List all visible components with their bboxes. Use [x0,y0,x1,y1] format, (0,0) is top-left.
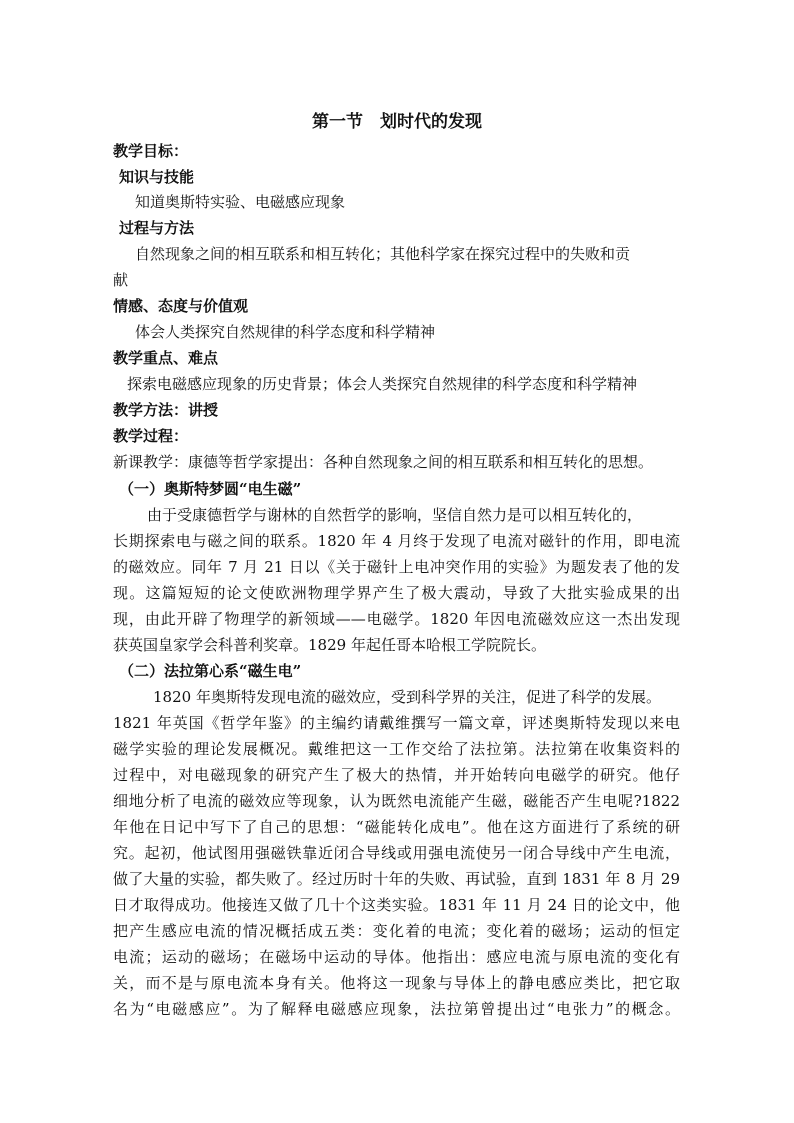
goals-label: 教学目标： [113,142,189,160]
key-points-label: 教学重点、难点 [113,349,219,367]
section-2-line: 磁学实验的理论发展概况。戴维把这一工作交给了法拉第。法拉第在收集资料的 [113,740,680,758]
key-points-text: 探索电磁感应现象的历史背景；体会人类探究自然规律的科学态度和科学精神 [127,375,638,393]
section-2-line: 过程中，对电磁现象的研究产生了极大的热情，并开始转向电磁学的研究。他仔 [113,766,680,784]
section-2-heading: （二）法拉第心系“磁生电” [119,662,302,680]
section-1-heading: （一）奥斯特梦圆“电生磁” [119,480,302,498]
procedure-label: 教学过程： [113,427,189,445]
section-1-line: 长期探索电与磁之间的联系。1820 年 4 月终于发现了电流对磁针的作用，即电流 [113,532,680,550]
section-2-line: 名为“电磁感应”。为了解释电磁感应现象，法拉第曾提出过“电张力”的概念。 [113,1000,680,1018]
emotion-text: 体会人类探究自然规律的科学态度和科学精神 [135,323,436,341]
section-2-line: 1821 年英国《哲学年鉴》的主编约请戴维撰写一篇文章，评述奥斯特发现以来电 [113,714,680,732]
process-label: 过程与方法 [119,219,195,237]
section-2-line: 电流；运动的磁场；在磁场中运动的导体。他指出：感应电流与原电流的变化有 [113,948,680,966]
section-1-line: 的磁效应。同年 7 月 21 日以《关于磁针上电冲突作用的实验》为题发表了他的发 [113,558,680,576]
process-text-line-2: 献 [113,271,129,289]
process-text-line-1: 自然现象之间的相互联系和相互转化；其他科学家在探究过程中的失败和贡 [135,245,631,263]
section-1-line: 现。这篇短短的论文使欧洲物理学界产生了极大震动，导致了大批实验成果的出 [113,584,680,602]
section-2-line: 日才取得成功。他接连又做了几十个这类实验。1831 年 11 月 24 日的论文中，他 [113,896,680,914]
section-2-line: 细地分析了电流的磁效应等现象，认为既然电流能产生磁，磁能否产生电呢?1822 [113,792,680,810]
section-2-line: 究。起初，他试图用强磁铁靠近闭合导线或用强电流使另一闭合导线中产生电流， [113,844,680,862]
section-2-line: 年他在日记中写下了自己的思想：“磁能转化成电”。他在这方面进行了系统的研 [113,818,680,836]
section-2-line: 把产生感应电流的情况概括成五类：变化着的电流；变化着的磁场；运动的恒定 [113,922,680,940]
section-2-line: 关，而不是与原电流本身有关。他将这一现象与导体上的静电感应类比，把它取 [113,974,680,992]
section-2-line: 做了大量的实验，都失败了。经过历时十年的失败、再试验，直到 1831 年 8 月 29 [113,870,680,888]
section-1-line: 获英国皇家学会科普利奖章。1829 年起任哥本哈根工学院院长。 [113,636,546,654]
section-1-line: 现，由此开辟了物理学的新领域——电磁学。1820 年因电流磁效应这一杰出发现 [113,610,680,628]
knowledge-label: 知识与技能 [119,168,195,186]
page-title: 第一节 划时代的发现 [312,112,482,132]
method-label: 教学方法：讲授 [113,401,219,419]
intro-text: 新课教学：康德等哲学家提出：各种自然现象之间的相互联系和相互转化的思想。 [113,453,654,471]
emotion-label: 情感、态度与价值观 [113,297,249,315]
section-2-line: 1820 年奥斯特发现电流的磁效应，受到科学界的关注，促进了科学的发展。 [153,688,661,706]
section-1-line: 由于受康德哲学与谢林的自然哲学的影响，坚信自然力是可以相互转化的， [147,506,643,524]
knowledge-text: 知道奥斯特实验、电磁感应现象 [135,193,346,211]
